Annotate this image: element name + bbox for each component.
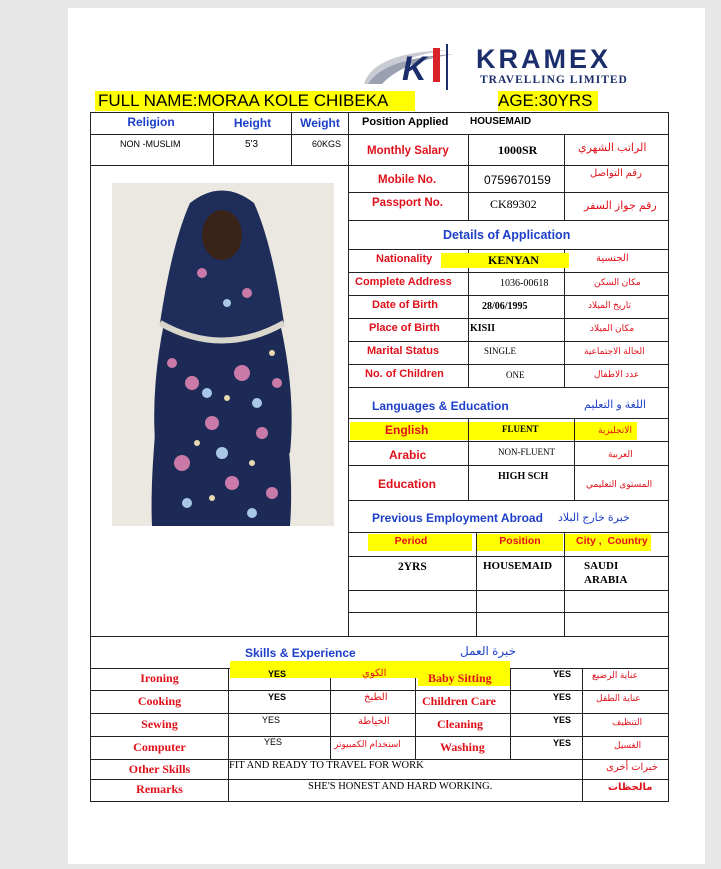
other-skills-label: Other Skills — [128, 762, 191, 776]
pob-value: KISII — [470, 323, 496, 334]
arabic-value: NON-FLUENT — [498, 447, 555, 457]
monthly-salary-value: 1000SR — [498, 143, 538, 157]
skill-children-care-label: Children Care — [422, 694, 496, 708]
applicant-photo — [112, 183, 334, 526]
arabic-label: Arabic — [389, 448, 427, 462]
skill-computer-ar: استخدام الكمبيوتر — [334, 739, 401, 749]
position-applied-label: Position Applied — [362, 116, 449, 128]
passport-value: CK89302 — [490, 197, 537, 211]
skill-computer-value: YES — [264, 737, 283, 747]
logo-letter: K — [402, 50, 427, 88]
person-photo-icon — [112, 183, 334, 526]
weight-value: 60KGS — [312, 139, 342, 149]
skill-computer-label: Computer — [133, 740, 186, 754]
skill-ironing-value: YES — [268, 669, 287, 679]
skill-baby-sitting-value: YES — [553, 669, 572, 679]
skill-cleaning-ar: التنظيف — [612, 717, 643, 727]
skills-title: Skills & Experience — [245, 646, 356, 660]
weight-label: Weight — [300, 116, 340, 130]
skill-sewing-label: Sewing — [141, 717, 178, 731]
marital-ar: الحالة الاجتماعية — [584, 346, 645, 356]
employment-title-ar: خبرة خارج البلاد — [558, 512, 630, 524]
education-ar: المستوى التعليمي — [586, 479, 653, 489]
english-value: FLUENT — [502, 424, 539, 434]
remarks-value: SHE'S HONEST AND HARD WORKING. — [308, 781, 493, 792]
pob-ar: مكان الميلاد — [590, 323, 635, 333]
skill-cooking-label: Cooking — [137, 694, 182, 708]
employment-city-line1: SAUDI — [584, 560, 619, 572]
employment-period: 2YRS — [398, 561, 427, 573]
address-value: 1036-00618 — [500, 278, 549, 289]
remarks-ar: مالحظات — [608, 782, 653, 793]
skill-cleaning-value: YES — [553, 715, 572, 725]
skill-baby-sitting-ar: عناية الرضيع — [592, 670, 639, 680]
skill-baby-sitting-label: Baby Sitting — [428, 671, 492, 685]
religion-value: NON -MUSLIM — [120, 139, 181, 149]
children-label: No. of Children — [365, 368, 444, 380]
skill-cleaning-label: Cleaning — [437, 717, 484, 731]
age: AGE:30YRS — [498, 91, 598, 111]
passport-ar: رقم جواز السفر — [584, 200, 657, 212]
english-label: English — [385, 423, 429, 437]
mobile-value: 0759670159 — [484, 173, 551, 187]
position-applied-value: HOUSEMAID — [470, 116, 532, 127]
skills-title-ar: خبرة العمل — [460, 644, 517, 658]
marital-value: SINGLE — [484, 346, 516, 356]
skill-ironing-label: Ironing — [140, 671, 179, 685]
nationality-label: Nationality — [376, 253, 433, 265]
position-header: Position — [499, 535, 541, 547]
skill-ironing-ar: الكوي — [362, 668, 387, 679]
other-skills-value: FIT AND READY TO TRAVEL FOR WORK — [229, 760, 424, 771]
employment-title: Previous Employment Abroad — [372, 511, 543, 525]
other-skills-ar: خبرات أخرى — [606, 762, 658, 773]
skill-children-care-ar: عناية الطفل — [596, 693, 641, 703]
dob-value: 28/06/1995 — [482, 301, 528, 312]
skill-sewing-value: YES — [262, 715, 281, 725]
full-name: FULL NAME:MORAA KOLE CHIBEKA — [95, 91, 415, 111]
religion-label: Religion — [127, 115, 175, 129]
dob-label: Date of Birth — [372, 299, 438, 311]
brand-tagline: TRAVELLING LIMITED — [480, 74, 628, 86]
languages-title-ar: اللغة و التعليم — [584, 399, 646, 411]
mobile-ar: رقم التواصل — [590, 168, 642, 179]
skill-washing-label: Washing — [440, 740, 485, 754]
passport-label: Passport No. — [372, 197, 443, 209]
logo-swoosh-icon — [354, 44, 464, 90]
nationality-ar: الجنسية — [596, 253, 629, 264]
period-header: Period — [394, 535, 428, 547]
skill-cooking-ar: الطبخ — [364, 692, 388, 703]
pob-label: Place of Birth — [369, 322, 440, 334]
education-label: Education — [378, 477, 437, 491]
height-label: Height — [233, 116, 272, 130]
skill-washing-ar: الغسيل — [614, 740, 642, 750]
brand-name: KRAMEX — [476, 44, 612, 74]
education-value: HIGH SCH — [498, 471, 549, 482]
address-label: Complete Address — [355, 276, 452, 288]
skill-cooking-value: YES — [268, 692, 287, 702]
brand-logo — [354, 44, 659, 90]
marital-label: Marital Status — [367, 345, 440, 357]
children-value: ONE — [506, 370, 525, 380]
city-header: City , Country — [576, 535, 648, 547]
arabic-ar: العربية — [608, 449, 633, 459]
height-value: 5'3 — [245, 139, 259, 150]
english-ar: الانجليزية — [598, 425, 632, 435]
employment-position: HOUSEMAID — [483, 560, 553, 572]
address-ar: مكان السكن — [594, 277, 641, 287]
mobile-label: Mobile No. — [378, 174, 437, 186]
languages-title: Languages & Education — [372, 399, 509, 413]
skill-washing-value: YES — [553, 738, 572, 748]
dob-ar: تاريخ الميلاد — [588, 300, 631, 310]
skill-children-care-value: YES — [553, 692, 572, 702]
employment-city-line2: ARABIA — [584, 574, 628, 586]
remarks-label: Remarks — [136, 782, 183, 796]
nationality-value: KENYAN — [488, 253, 539, 267]
skill-sewing-ar: الخياطة — [358, 716, 390, 727]
details-title: Details of Application — [443, 228, 571, 242]
monthly-salary-ar: الراتب الشهري — [578, 142, 647, 154]
children-ar: عدد الاطفال — [594, 369, 640, 379]
monthly-salary-label: Monthly Salary — [367, 145, 449, 157]
